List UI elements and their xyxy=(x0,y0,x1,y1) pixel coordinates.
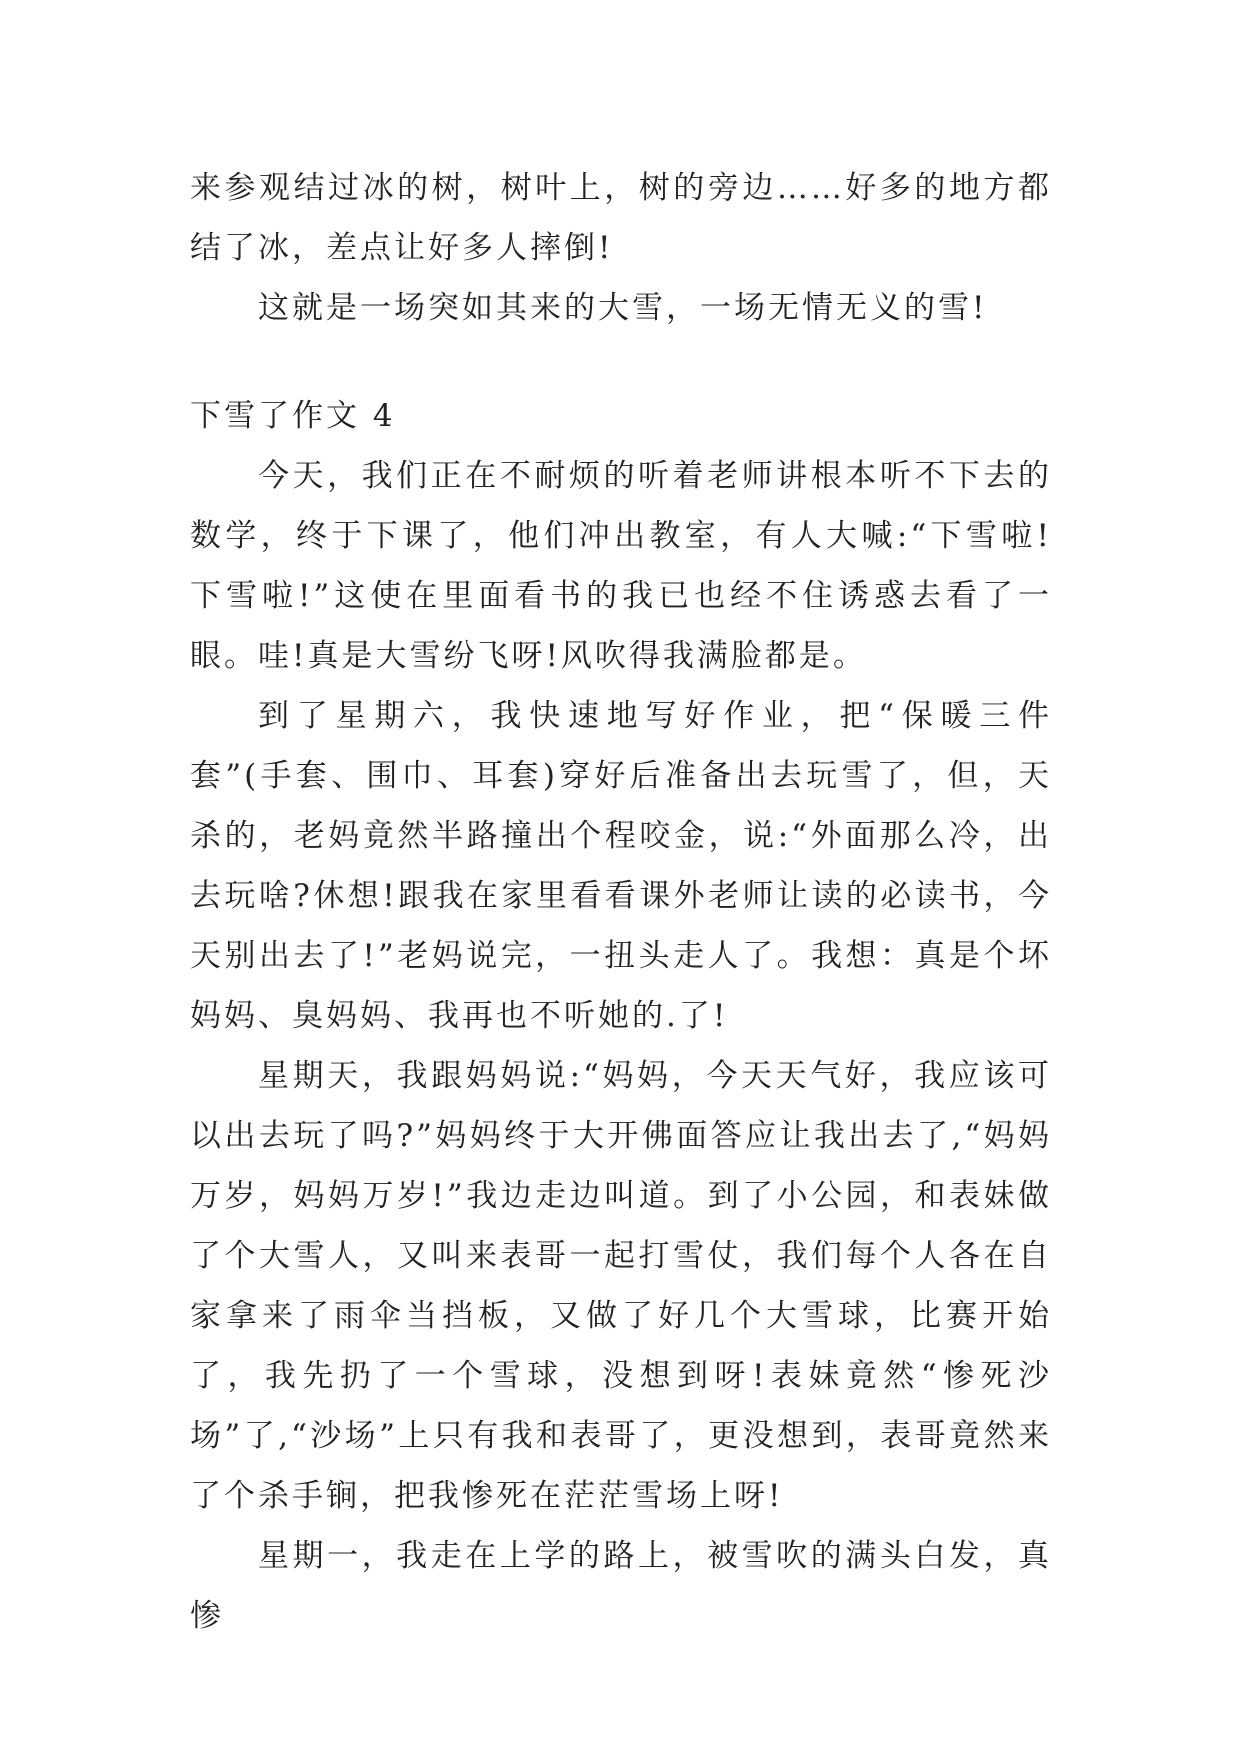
section-gap xyxy=(190,338,1052,386)
document-body xyxy=(190,158,1052,1646)
body-paragraph-3: 星期天，我跟妈妈说:“妈妈，今天天气好，我应该可以出去玩了吗?”妈妈终于大开佛面答应让我出去了,“妈妈万岁，妈妈万岁!”我边走边叫道。到了小公园，和表妹做了个大雪人，又叫来表哥一起打雪仗，我们每个人各在自家拿来了雨伞当挡板，又做了好几个大雪球，比赛开始了，我先扔了一个雪球，没想到呀!表妹竟然“惨死沙场”了,“沙场”上只有我和表哥了，更没想到，表哥竟然来了个杀手锏，把我惨死在茫茫雪场上呀! xyxy=(190,1058,1052,1514)
section-title: 下雪了作文 4 xyxy=(190,398,396,434)
intro-paragraph-continuation: 来参观结过冰的树，树叶上，树的旁边……好多的地方都结了冰，差点让好多人摔倒! xyxy=(190,170,1052,266)
body-paragraph-1: 今天，我们正在不耐烦的听着老师讲根本听不下去的数学，终于下课了，他们冲出教室，有人大喊:“下雪啦!下雪啦!”这使在里面看书的我已也经不住诱惑去看了一眼。哇!真是大雪纷飞呀!风吹得我满脸都是。 xyxy=(190,458,1052,674)
intro-paragraph-closing: 这就是一场突如其来的大雪，一场无情无义的雪! xyxy=(258,290,988,326)
body-paragraph-4: 星期一，我走在上学的路上，被雪吹的满头白发，真惨 xyxy=(190,1538,1052,1634)
body-paragraph-2: 到了星期六，我快速地写好作业，把“保暖三件套”(手套、围巾、耳套)穿好后准备出去玩雪了，但，天杀的，老妈竟然半路撞出个程咬金，说:“外面那么冷，出去玩啥?休想!跟我在家里看看课外老师让读的必读书，今天别出去了!”老妈说完，一扭头走人了。我想：真是个坏妈妈、臭妈妈、我再也不听她的.了! xyxy=(190,698,1052,1034)
